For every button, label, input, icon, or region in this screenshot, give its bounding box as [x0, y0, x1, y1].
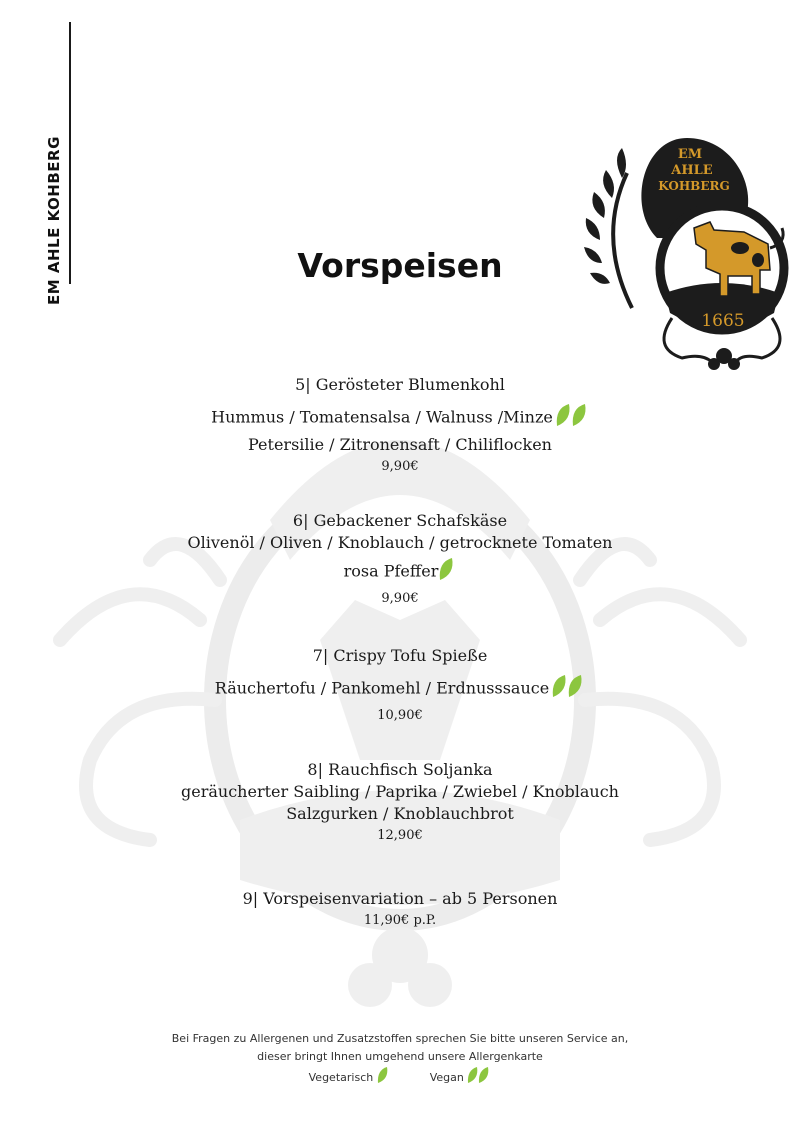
- diet-legend: [0, 1066, 800, 1090]
- menu-item-description: Salzgurken / Knoblauchbrot: [286, 804, 514, 823]
- menu-item: [0, 645, 800, 726]
- vegan-leaf-icon: [467, 1074, 491, 1087]
- menu-item-description: rosa Pfeffer: [343, 561, 439, 581]
- allergen-notice-line: Bei Fragen zu Allergenen und Zusatzstoffen sprechen Sie bitte unseren Service an,: [171, 1032, 629, 1045]
- menu-item: [0, 510, 800, 609]
- menu-item-description: Olivenöl / Oliven / Knoblauch / getrocknete Tomaten: [187, 533, 613, 552]
- vertical-rule: [69, 22, 71, 284]
- menu-item-title: 5| Gerösteter Blumenkohl: [295, 375, 505, 394]
- menu-item-description: geräucherter Saibling / Paprika / Zwiebel / Knoblauch: [181, 782, 619, 801]
- vegetarian-leaf-icon: [438, 556, 456, 588]
- menu-item-price: 11,90€ p.P.: [363, 913, 437, 928]
- menu-item-price: 12,90€: [377, 828, 423, 843]
- vegan-leaf-icon: [551, 673, 585, 705]
- svg-text:KOHBERG: KOHBERG: [658, 179, 730, 193]
- menu-item-title: 9| Vorspeisenvariation – ab 5 Personen: [242, 889, 558, 908]
- menu-item-price: 9,90€: [381, 459, 419, 474]
- svg-text:1665: 1665: [701, 311, 745, 331]
- vegetarian-leaf-icon: [377, 1074, 389, 1087]
- allergen-notice-line: dieser bringt Ihnen umgehend unsere Allergenkarte: [257, 1050, 543, 1063]
- svg-text:EM: EM: [677, 147, 703, 162]
- svg-text:AHLE: AHLE: [671, 163, 713, 178]
- menu-item: [0, 888, 800, 931]
- allergen-notice: [0, 1030, 800, 1090]
- menu-item: [0, 759, 800, 846]
- vegan-leaf-icon: [555, 402, 589, 434]
- section-heading: Vorspeisen: [297, 246, 503, 285]
- legend-vegetarian-label: Vegetarisch: [308, 1071, 374, 1084]
- menu-item-description: Räuchertofu / Pankomehl / Erdnusssauce: [214, 678, 550, 698]
- legend-vegan-label: Vegan: [429, 1071, 464, 1084]
- menu-item-title: 8| Rauchfisch Soljanka: [307, 760, 493, 779]
- menu-item-description: Hummus / Tomatensalsa / Walnuss /Minze: [211, 407, 553, 427]
- menu-item-title: 7| Crispy Tofu Spieße: [312, 646, 488, 665]
- side-brand-label: EM AHLE KOHBERG: [45, 136, 63, 305]
- menu-item: [0, 374, 800, 477]
- menu-item-price: 9,90€: [381, 591, 419, 606]
- menu-item-price: 10,90€: [377, 708, 423, 723]
- menu-item-description: Petersilie / Zitronensaft / Chiliflocken: [248, 435, 552, 454]
- menu-item-title: 6| Gebackener Schafskäse: [292, 511, 508, 530]
